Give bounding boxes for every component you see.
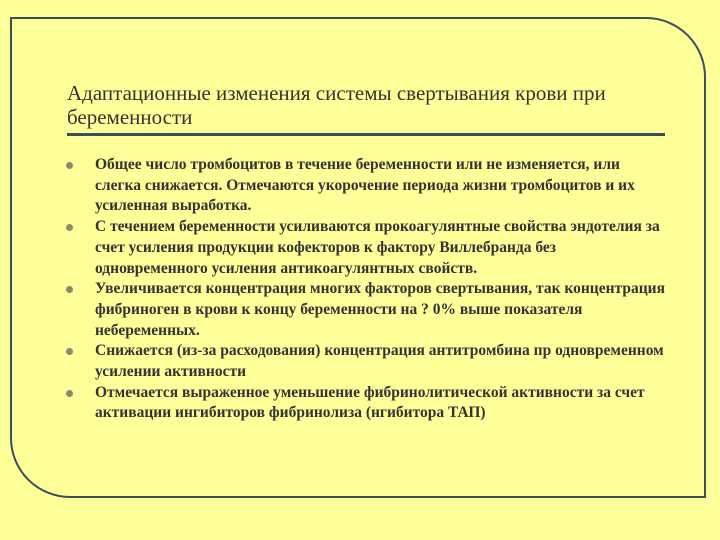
bullet-item-4: [66, 341, 666, 382]
bullet-dot-icon: [66, 286, 73, 293]
bullet-text: Общее число тромбоцитов в течение беременности или не изменяется, или слегка снижается. Отмечаются укорочение периода жизни тромбоцитов и их усиленная выработка.: [95, 156, 635, 215]
bullet-dot-icon: [66, 390, 73, 397]
bullet-text: Снижается (из-за расходования) концентрация антитромбина пр одновременном усилении активности: [95, 342, 664, 381]
bullet-item-2: [66, 217, 666, 279]
bullet-text: Отмечается выраженное уменьшение фибринолитической активности за счет активации ингибиторов фибринолиза (нгибитора ТАП): [95, 383, 645, 422]
bullet-dot-icon: [66, 224, 73, 231]
bullet-text: С течением беременности усиливаются прокоагулянтные свойства эндотелия за счет усиления продукции кофекторов к фактору Виллебранда без одновременного усиления антикоагулянтных свойств.: [95, 218, 660, 277]
title-underline: [67, 133, 665, 136]
bullet-text: Увеличивается концентрация многих факторов свертывания, так концентрация фибриноген в крови к концу беременности на ? 0% выше показателя небеременных.: [95, 280, 665, 339]
bullet-list: [66, 155, 666, 424]
bullet-dot-icon: [66, 348, 73, 355]
bullet-item-3: [66, 279, 666, 341]
slide-title: Адаптационные изменения системы свертывания крови при беременности: [67, 81, 606, 129]
bullet-item-5: [66, 383, 666, 424]
bullet-dot-icon: [66, 162, 73, 169]
bullet-item-1: [66, 155, 666, 217]
